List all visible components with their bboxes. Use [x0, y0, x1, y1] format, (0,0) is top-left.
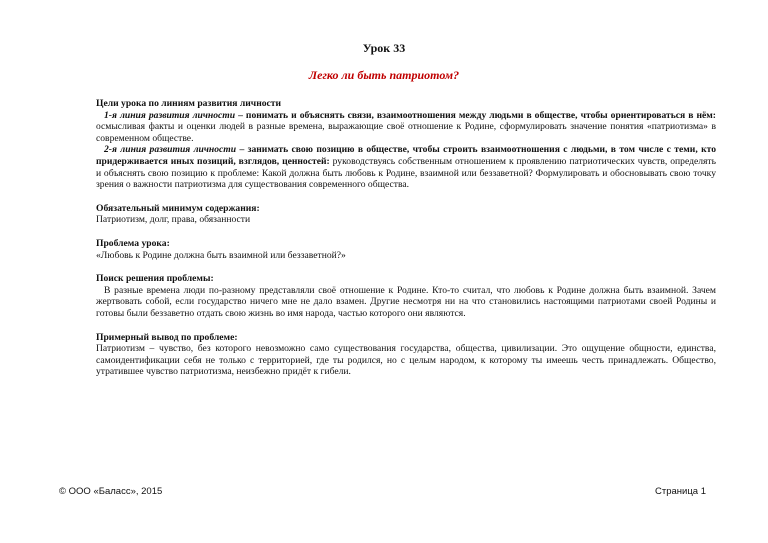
- goal-line-1-lead: 1-я линия развития личности: [104, 109, 236, 121]
- goal-line-1-statement: – понимать и объяснять связи, взаимоотношения между людьми в обществе, чтобы ориентироваться в нём:: [235, 109, 716, 121]
- goal-line-2-lead: 2-я линия развития личности: [104, 144, 237, 156]
- problem-text: «Любовь к Родине должна быть взаимной или беззаветной?»: [96, 249, 346, 261]
- goal-line-1: [96, 110, 716, 145]
- minimum-text: Патриотизм, долг, права, обязанности: [96, 214, 251, 226]
- lesson-content: [96, 98, 716, 378]
- goal-line-2: [96, 144, 716, 190]
- goals-heading: Цели урока по линиям развития личности: [96, 98, 282, 109]
- goal-line-2-text: руководствуясь собственным отношением к проявлению патриотических чувств, определять и объяснять свою позицию к проблеме: Какой должна быть любовь к Родине, взаимной или беззаветной? Формулировать и обосновывать свою точку зрения о важности патриотизма для существования современного общества.: [96, 155, 716, 191]
- footer-page-number: Страница 1: [655, 486, 706, 497]
- search-heading: Поиск решения проблемы:: [96, 273, 214, 285]
- topic-title: Легко ли быть патриотом?: [308, 68, 460, 82]
- search-text: В разные времена люди по-разному представляли своё отношение к Родине. Кто-то считал, что любовь к Родине должна быть взаимной. Зачем жертвовать собой, если государство ничего мне не дало взамен. Другие несмотря ни на что становились настоящими патриотами своей Родины и готовы были беззаветно отдать свою жизнь во имя народа, частью которого они являются.: [96, 284, 716, 319]
- conclusion-heading: Примерный вывод по проблеме:: [96, 331, 238, 343]
- goal-line-1-text: осмысливая факты и оценки людей в разные времена, выражающие своё отношение к Родине, сформулировать значение понятия «патриотизма» в современном обществе.: [96, 121, 716, 144]
- footer-copyright: © ООО «Баласс», 2015: [59, 486, 163, 497]
- conclusion-text: Патриотизм – чувство, без которого невозможно само существования государства, общества, цивилизации. Это ощущение общности, единства, самоидентификации себя не только с территорией, где ты родился, но с целым народом, к которому ты имеешь честь принадлежать. Общество, утратившее чувство патриотизма, неизбежно придёт к гибели.: [96, 343, 716, 378]
- minimum-heading: Обязательный минимум содержания:: [96, 202, 260, 214]
- lesson-title: Урок 33: [362, 41, 406, 55]
- problem-heading: Проблема урока:: [96, 237, 170, 249]
- goal-line-2-statement: – занимать свою позицию в обществе, чтобы строить взаимоотношения с людьми, в том числе с теми, кто придерживается иных позиций, взглядов, ценностей:: [96, 144, 717, 167]
